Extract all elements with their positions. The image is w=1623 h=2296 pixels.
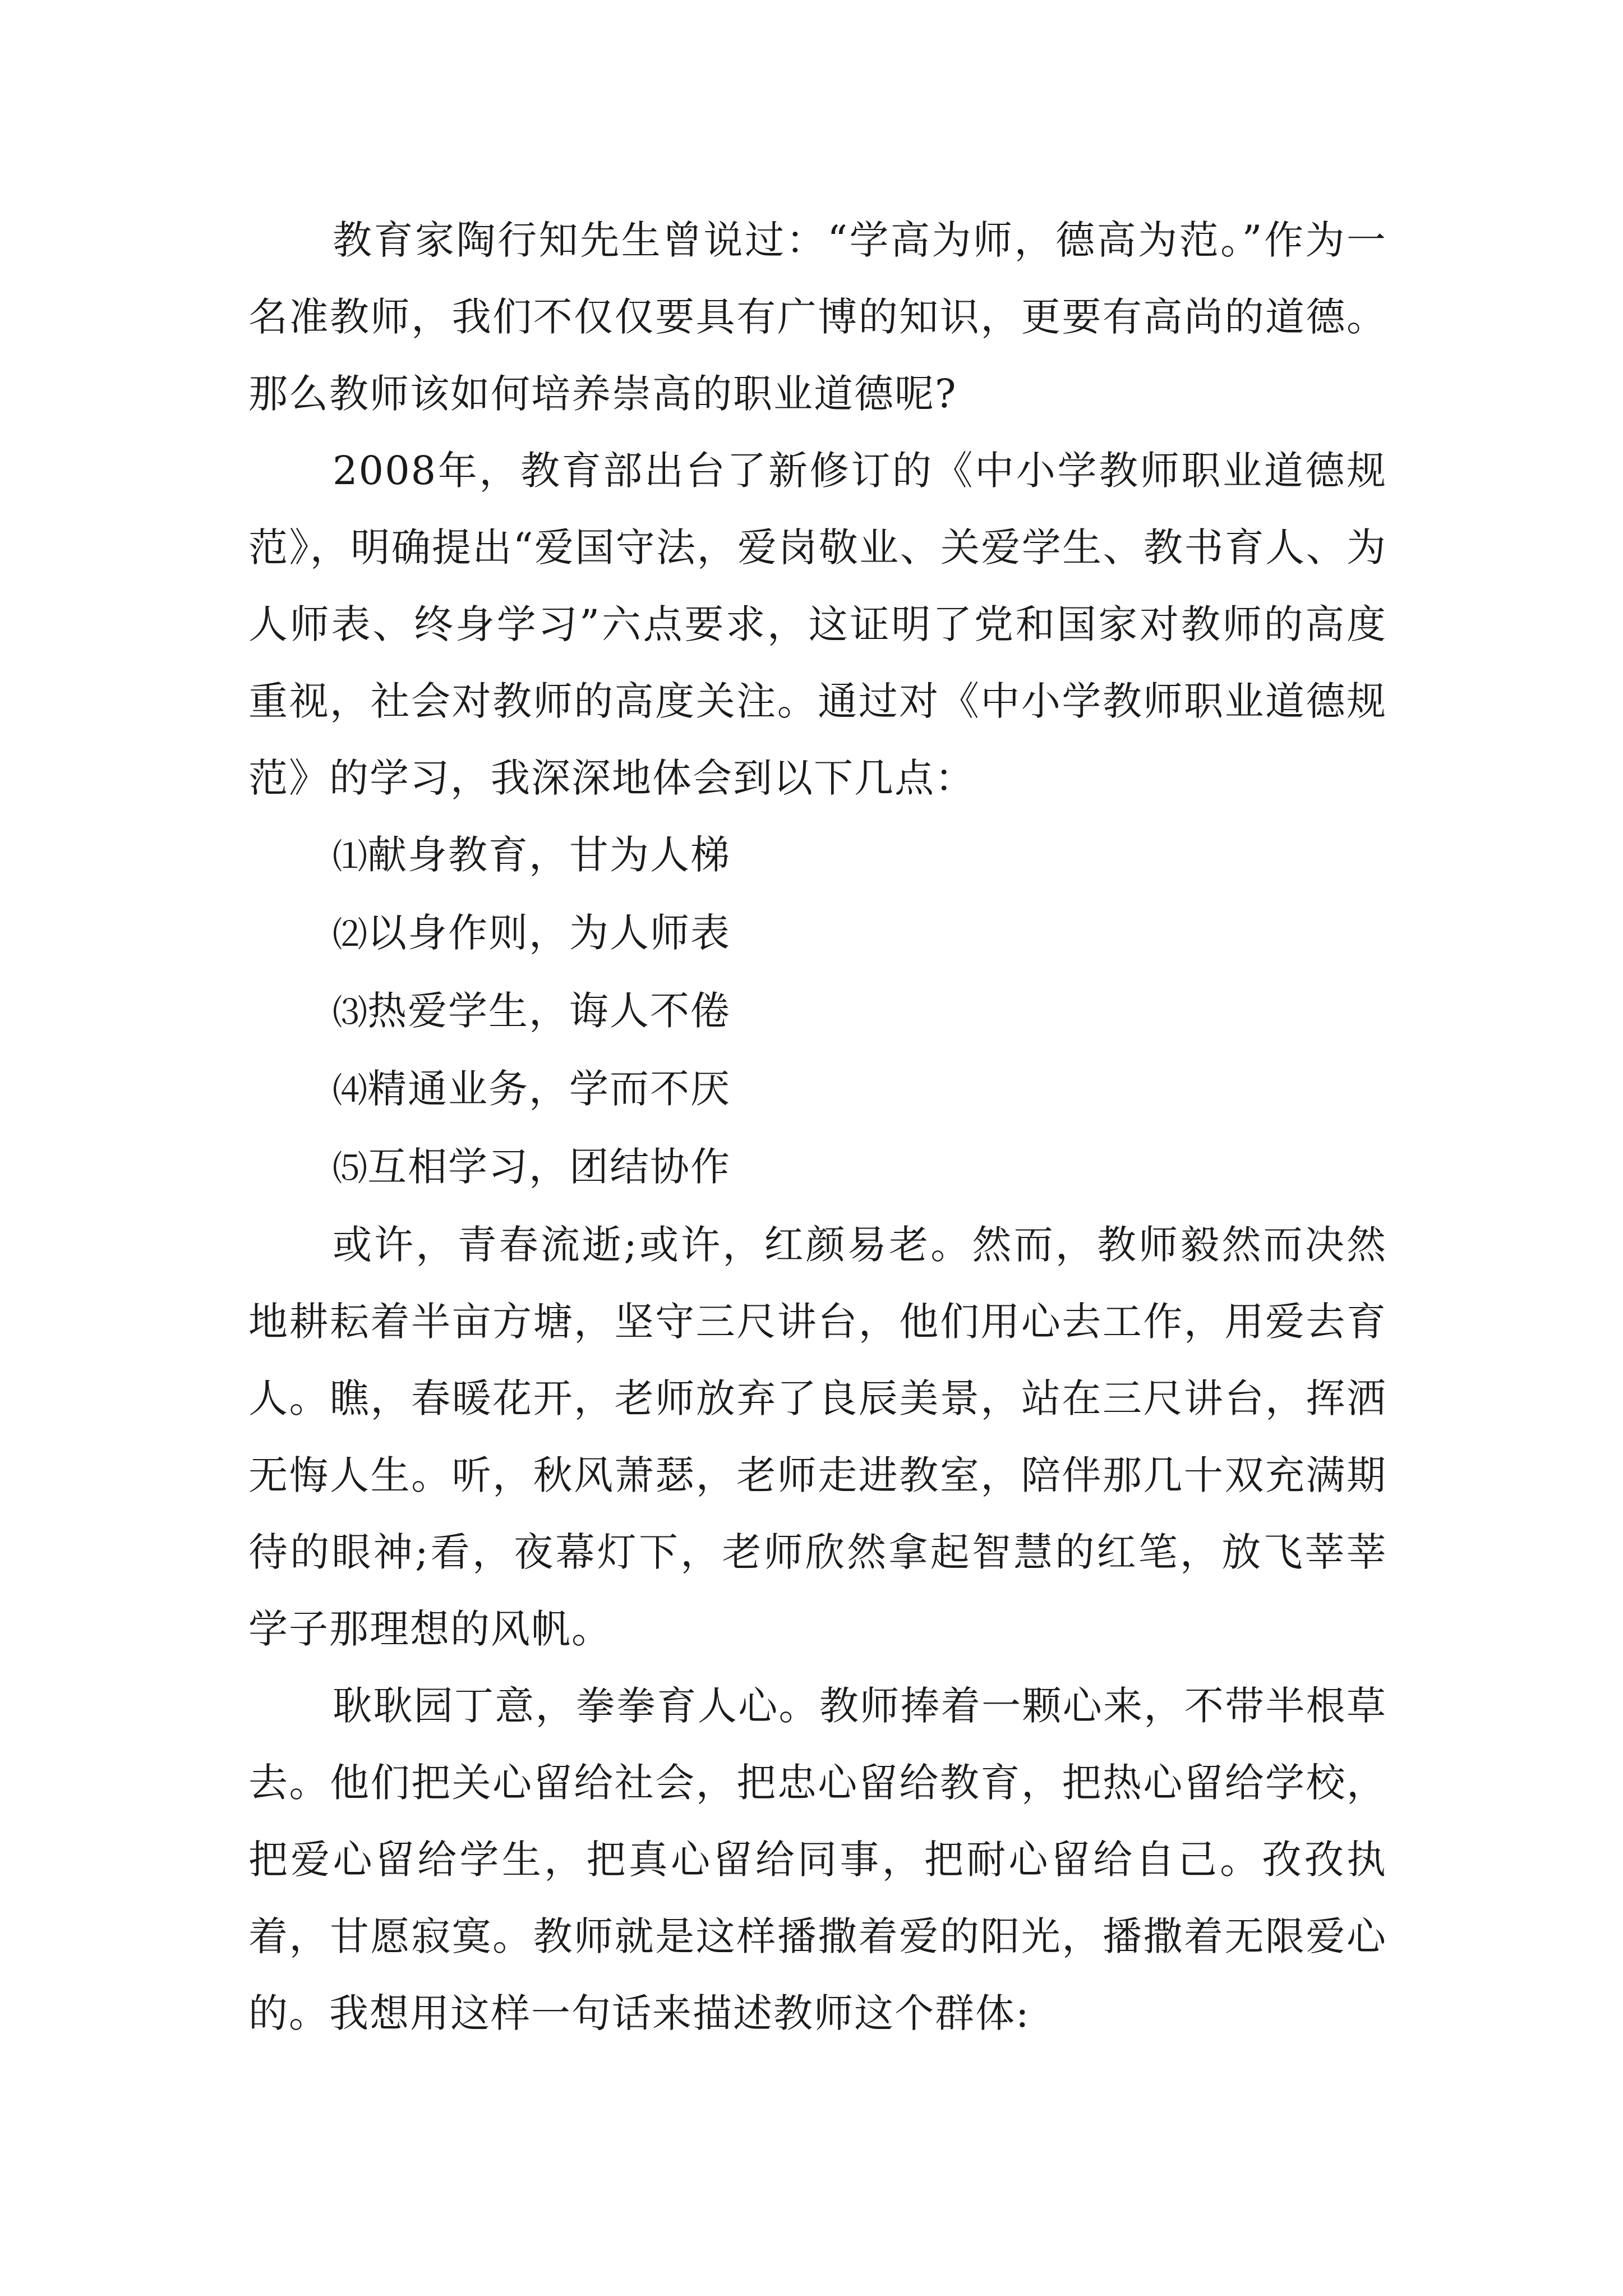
list-item-number: ⑸ <box>333 1148 368 1189</box>
list-item <box>248 817 1387 895</box>
list-item <box>248 895 1387 973</box>
list-item-text: 献身教育，甘为人梯 <box>367 832 731 878</box>
list-item-text: 精通业务，学而不厌 <box>367 1066 731 1112</box>
list-item-number: ⑶ <box>333 992 368 1033</box>
list-item-text: 以身作则，为人师表 <box>367 910 731 956</box>
document-body <box>248 202 1387 2052</box>
list-item-number: ⑷ <box>333 1070 368 1111</box>
list-item-number: ⑴ <box>333 836 368 877</box>
paragraph-body-2: 耿耿园丁意，拳拳育人心。教师捧着一颗心来，不带半根草去。他们把关心留给社会，把忠心留给教育，把热心留给学校，把爱心留给学生，把真心留给同事，把耐心留给自己。孜孜执着，甘愿寂寞。教师就是这样播撒着爱的阳光，播撒着无限爱心的。我想用这样一句话来描述教师这个群体: <box>248 1683 1387 2036</box>
points-list <box>248 817 1387 1207</box>
list-item <box>248 973 1387 1051</box>
list-item-text: 热爱学生，诲人不倦 <box>367 988 731 1034</box>
list-item <box>248 1129 1387 1207</box>
list-item <box>248 1051 1387 1129</box>
paragraph-body-1: 或许，青春流逝;或许，红颜易老。然而，教师毅然而决然地耕耘着半亩方塘，坚守三尺讲台，他们用心去工作，用爱去育人。瞧，春暖花开，老师放弃了良辰美景，站在三尺讲台，挥洒无悔人生。听，秋风萧瑟，老师走进教室，陪伴那几十双充满期待的眼神;看，夜幕灯下，老师欣然拿起智慧的红笔，放飞莘莘学子那理想的风帆。 <box>248 1222 1387 1652</box>
paragraph-intro-1: 教育家陶行知先生曾说过：“学高为师，德高为范。”作为一名准教师，我们不仅仅要具有广博的知识，更要有高尚的道德。那么教师该如何培养崇高的职业道德呢? <box>248 217 1387 417</box>
paragraph-intro-2: 2008年，教育部出台了新修订的《中小学教师职业道德规范》，明确提出“爱国守法，爱岗敬业、关爱学生、教书育人、为人师表、终身学习”六点要求，这证明了党和国家对教师的高度重视，社会对教师的高度关注。通过对《中小学教师职业道德规范》的学习，我深深地体会到以下几点： <box>248 448 1387 801</box>
list-item-text: 互相学习，团结协作 <box>367 1144 731 1190</box>
list-item-number: ⑵ <box>333 914 368 955</box>
